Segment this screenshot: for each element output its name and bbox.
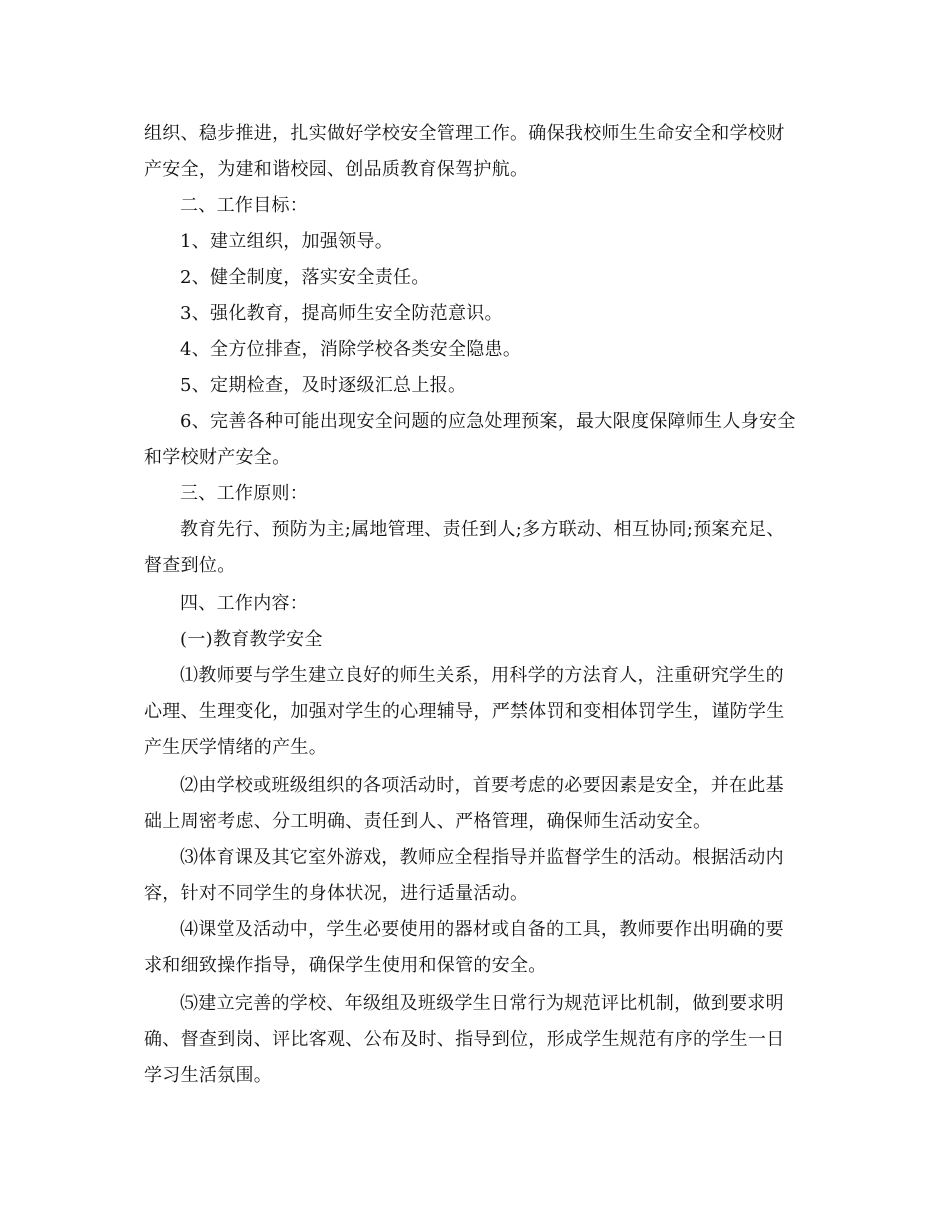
paragraph-line: 学习生活氛围。 — [144, 1065, 273, 1086]
section-heading: 四、工作内容： — [180, 593, 309, 614]
paragraph-line: 础上周密考虑、分工明确、责任到人、严格管理，确保师生活动安全。 — [144, 811, 712, 832]
paragraph-line: ⑷课堂及活动中，学生必要使用的器材或自备的工具，教师要作出明确的要 — [180, 919, 784, 940]
paragraph-line: ⑶体育课及其它室外游戏，教师应全程指导并监督学生的活动。根据活动内 — [180, 847, 784, 868]
paragraph-line: 确、督查到岗、评比客观、公布及时、指导到位，形成学生规范有序的学生一日 — [144, 1029, 785, 1050]
list-item: 5、定期检查，及时逐级汇总上报。 — [180, 375, 467, 396]
paragraph-line: ⑸建立完善的学校、年级组及班级学生日常行为规范评比机制，做到要求明 — [180, 993, 784, 1014]
paragraph-line: 产安全，为建和谐校园、创品质教育保驾护航。 — [144, 159, 529, 180]
paragraph-line: 教育先行、预防为主;属地管理、责任到人;多方联动、相互协同;预案充足、 — [180, 519, 785, 540]
paragraph-line: 产生厌学情绪的产生。 — [144, 737, 327, 758]
list-item: 2、健全制度，落实安全责任。 — [180, 267, 430, 288]
list-item: 1、建立组织，加强领导。 — [180, 231, 394, 252]
paragraph-line: ⑴教师要与学生建立良好的师生关系，用科学的方法育人，注重研究学生的 — [180, 665, 784, 686]
paragraph-line: 心理、生理变化，加强对学生的心理辅导，严禁体罚和变相体罚学生，谨防学生 — [144, 701, 785, 722]
paragraph-line: 督查到位。 — [144, 555, 236, 576]
paragraph-line: 求和细致操作指导，确保学生使用和保管的安全。 — [144, 955, 547, 976]
section-heading: 二、工作目标： — [180, 195, 309, 216]
paragraph-line: 组织、稳步推进，扎实做好学校安全管理工作。确保我校师生生命安全和学校财 — [144, 123, 785, 144]
paragraph-line: 容，针对不同学生的身体状况，进行适量活动。 — [144, 883, 529, 904]
list-item: 3、强化教育，提高师生安全防范意识。 — [180, 303, 503, 324]
paragraph-line: 和学校财产安全。 — [144, 447, 291, 468]
list-item: 4、全方位排查，消除学校各类安全隐患。 — [180, 339, 522, 360]
subsection-heading: (一)教育教学安全 — [180, 629, 323, 650]
paragraph-line: ⑵由学校或班级组织的各项活动时，首要考虑的必要因素是安全，并在此基 — [180, 775, 784, 796]
list-item: 6、完善各种可能出现安全问题的应急处理预案，最大限度保障师生人身安全 — [180, 411, 796, 432]
section-heading: 三、工作原则： — [180, 483, 309, 504]
